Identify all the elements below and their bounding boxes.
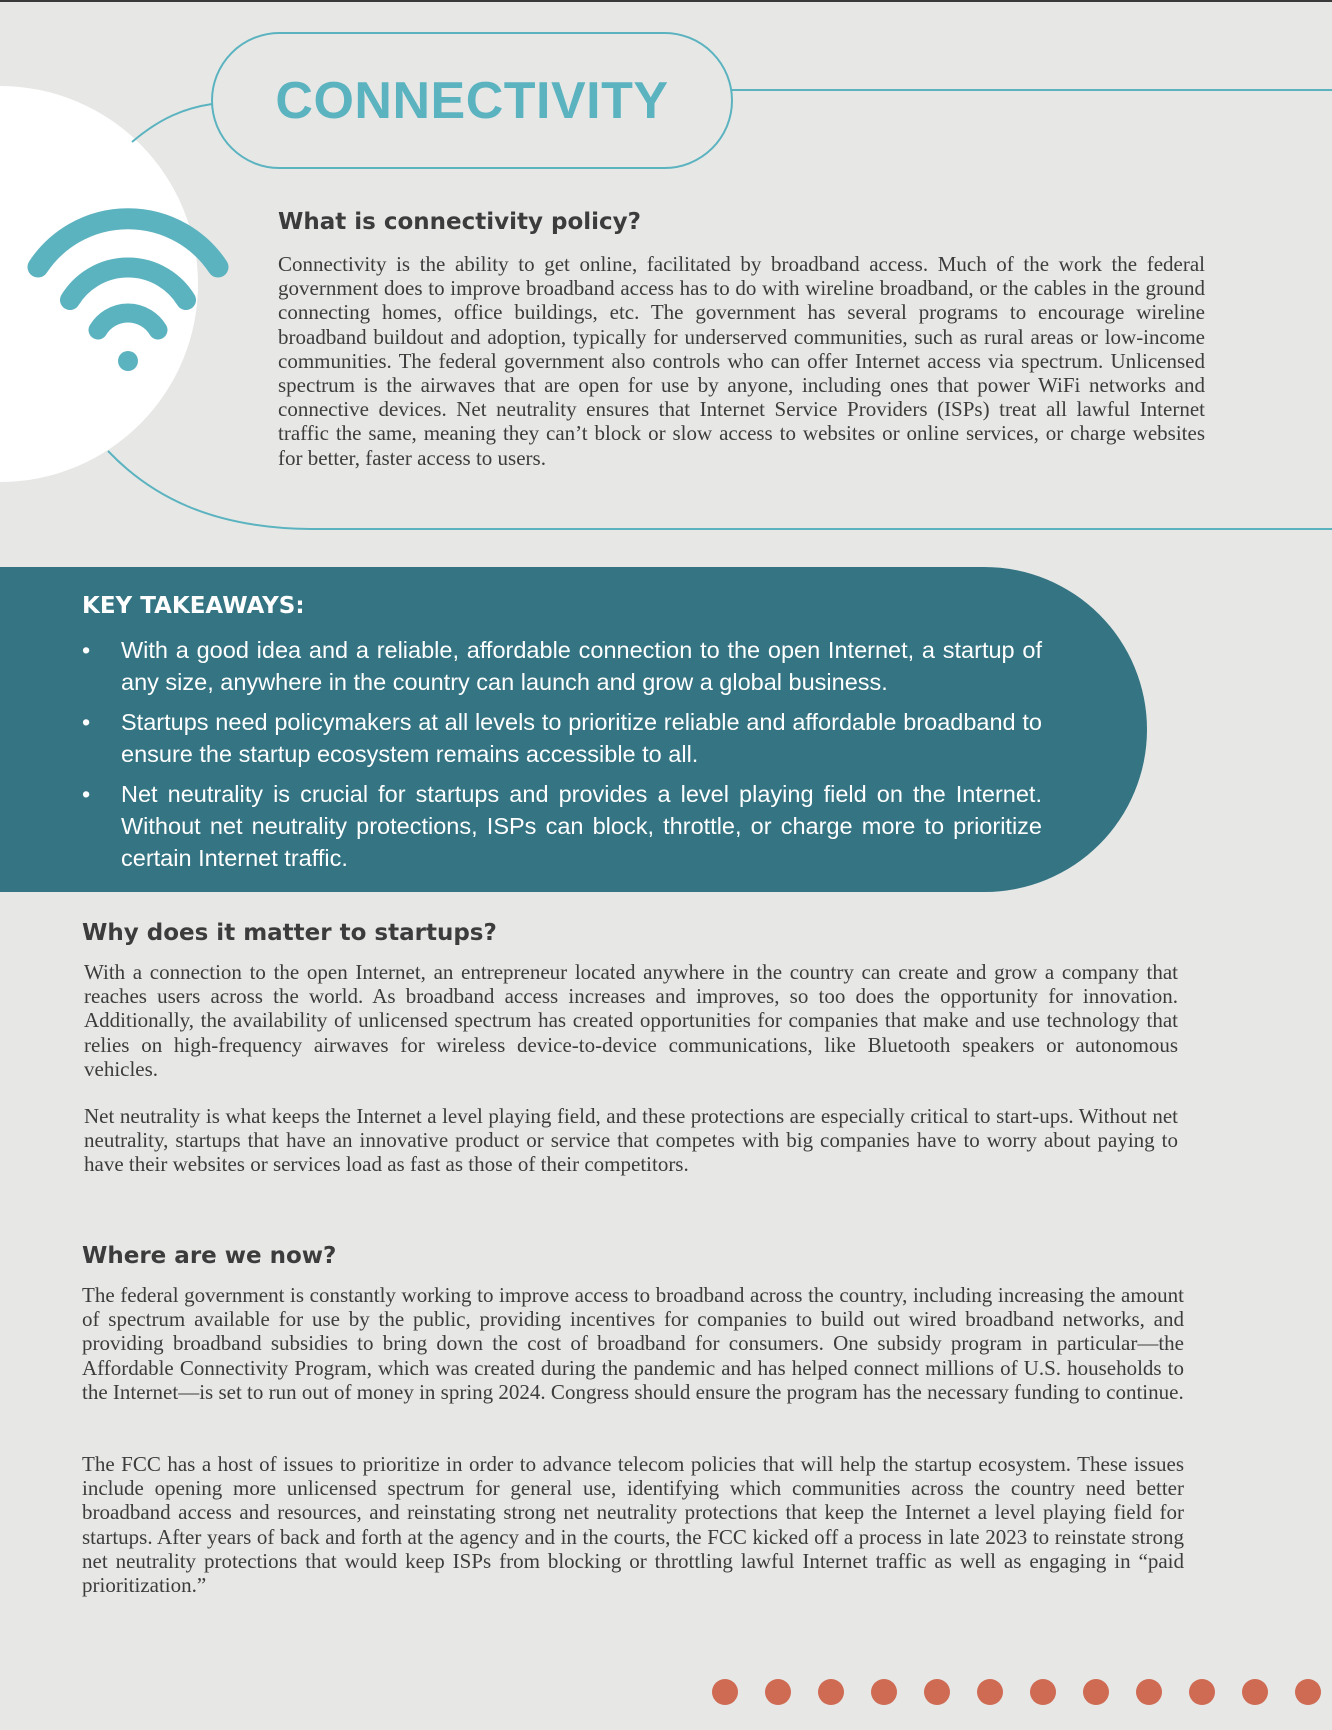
decorative-dot (1189, 1679, 1215, 1705)
where-now-heading: Where are we now? (82, 1243, 337, 1269)
takeaway-text: Net neutrality is crucial for startups and provides a level playing field on the Internet. Without net neutrality protections, ISPs can block, throttle, or charge more to prioritize certain Internet traffic. (121, 781, 1042, 871)
where-now-paragraph-1: The federal government is constantly working to improve access to broadband across the country, including increasing the amount of spectrum available for use by the public, providing incentives for companies to build out wired broadband networks, and providing broadband subsidies to bring down the cost of broadband for consumers. One subsidy program in particular—the Affordable Connectivity Program, which was created during the pandemic and has helped connect millions of U.S. households to the Internet—is set to run out of money in spring 2024. Congress should ensure the program has the necessary funding to continue. (82, 1283, 1184, 1404)
bullet-icon: • (82, 709, 91, 735)
takeaway-text: Startups need policymakers at all levels to prioritize reliable and affordable broadband to ensure the startup ecosystem remains accessible to all. (121, 709, 1042, 767)
takeaway-item (82, 706, 1042, 770)
key-takeaways-heading: KEY TAKEAWAYS: (82, 593, 305, 619)
decorative-dot (712, 1679, 738, 1705)
key-takeaways-banner (0, 567, 1147, 892)
decorative-dot (924, 1679, 950, 1705)
decorative-dot (977, 1679, 1003, 1705)
what-is-heading: What is connectivity policy? (278, 209, 642, 235)
key-takeaways-list (82, 634, 1042, 882)
takeaway-item (82, 634, 1042, 698)
decorative-dot (765, 1679, 791, 1705)
why-matter-heading: Why does it matter to startups? (82, 920, 497, 946)
decorative-dot (1242, 1679, 1268, 1705)
title-pill (212, 33, 732, 168)
decorative-dot (871, 1679, 897, 1705)
where-now-paragraph-2: The FCC has a host of issues to prioritize in order to advance telecom policies that will help the startup ecosystem. These issues include opening more unlicensed spectrum for general use, identifying which communities across the country need better broadband access and resources, and reinstating strong net neutrality protections that keep the Internet a level playing field for startups. After years of back and forth at the agency and in the courts, the FCC kicked off a process in late 2023 to reinstate strong net neutrality protections that would keep ISPs from blocking or throttling lawful Internet traffic as well as engaging in “paid prioritization.” (82, 1452, 1184, 1598)
connector-line-top (132, 104, 212, 142)
takeaway-text: With a good idea and a reliable, affordable connection to the open Internet, a startup of any size, anywhere in the country can launch and grow a global business. (121, 637, 1042, 695)
decorative-dot (1136, 1679, 1162, 1705)
what-is-body: Connectivity is the ability to get online, facilitated by broadband access. Much of the work the federal government does to improve broadband access has to do with wireline broadband, or the cables in the ground connecting homes, office buildings, etc. The government has several programs to encourage wireline broadband buildout and adoption, typically for underserved communities, such as rural areas or low-income communities. The federal government also controls who can offer Internet access via spectrum. Unlicensed spectrum is the airwaves that are open for use by anyone, including ones that power WiFi networks and connective devices. Net neutrality ensures that Internet Service Providers (ISPs) treat all lawful Internet traffic the same, meaning they can’t block or slow access to websites or online services, or charge websites for better, faster access to users. (278, 252, 1205, 470)
decorative-dot (1295, 1679, 1321, 1705)
why-matter-paragraph-2: Net neutrality is what keeps the Internet a level playing field, and these protections are especially critical to start-ups. Without net neutrality, startups that have an innovative product or service that competes with big companies have to worry about paying to have their websites or services load as fast as those of their competitors. (84, 1104, 1178, 1177)
takeaway-item (82, 778, 1042, 874)
decorative-dot (818, 1679, 844, 1705)
decorative-dot (1083, 1679, 1109, 1705)
bullet-icon: • (82, 781, 91, 807)
decorative-dots (712, 1679, 1332, 1705)
decorative-dot (1030, 1679, 1056, 1705)
why-matter-paragraph-1: With a connection to the open Internet, an entrepreneur located anywhere in the country can create and grow a company that reaches users across the world. As broadband access increases and improves, so too does the opportunity for innovation. Additionally, the availability of unlicensed spectrum has created opportunities for companies that make and use technology that relies on high-frequency airwaves for wireless device-to-device communications, like Bluetooth speakers or autonomous vehicles. (84, 960, 1178, 1081)
bullet-icon: • (82, 637, 91, 663)
page-title: CONNECTIVITY (275, 71, 669, 130)
